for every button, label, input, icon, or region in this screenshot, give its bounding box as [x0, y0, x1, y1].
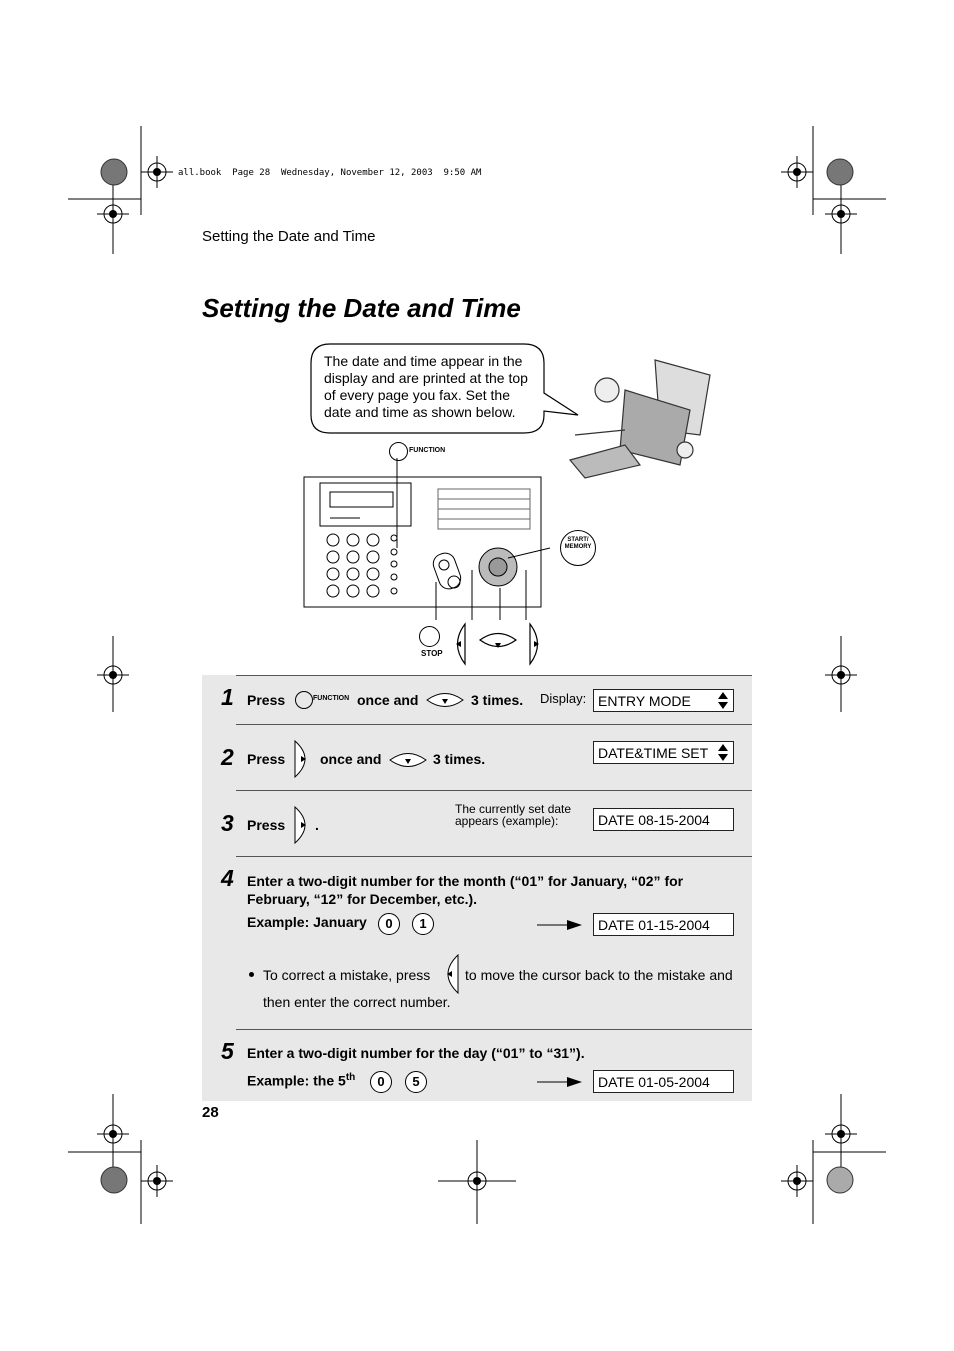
step-3-note: The currently set date appears (example):	[455, 802, 572, 828]
step-3-period: .	[315, 817, 319, 833]
key-5: 5	[405, 1071, 427, 1093]
step-2-number: 2	[221, 744, 234, 770]
function-key-label: FUNCTION	[409, 447, 446, 454]
start-label-2: MEMORY	[564, 544, 592, 550]
right-arrow-key-icon	[293, 806, 313, 844]
step-divider	[236, 856, 752, 857]
bullet-text-pre: To correct a mistake, press	[263, 967, 431, 983]
step-1-mid: once and	[357, 692, 419, 708]
key-0: 0	[370, 1071, 392, 1093]
step-5-number: 5	[221, 1038, 234, 1064]
result-arrow-icon	[537, 919, 583, 931]
step-3-number: 3	[221, 810, 234, 836]
step-divider	[236, 724, 752, 725]
step-5-example-label: Example: the 5	[247, 1072, 346, 1089]
print-info: all.book Page 28 Wednesday, November 12, 2003 9:50 AM	[178, 168, 482, 178]
stop-key-icon	[419, 626, 440, 647]
bullet-text-line2: then enter the correct number.	[263, 994, 451, 1010]
down-arrow-key-icon	[426, 689, 464, 711]
start-memory-key	[560, 530, 596, 566]
key-1: 1	[412, 913, 434, 935]
display-entry-mode	[593, 689, 734, 712]
step-divider	[236, 1029, 752, 1030]
display-text: DATE 01-05-2004	[598, 1074, 710, 1090]
panel-top-line	[236, 675, 752, 676]
step-1-number: 1	[221, 684, 234, 710]
down-arrow-key-icon	[389, 749, 427, 771]
function-button-icon	[295, 691, 313, 709]
step-1-key-label: FUNCTION	[313, 695, 350, 702]
key-0: 0	[378, 913, 400, 935]
step-5-instruction: Enter a two-digit number for the day (“01” to “31”).	[247, 1045, 585, 1061]
display-month-entered	[593, 913, 734, 936]
step-5-example	[247, 1072, 355, 1089]
step-1-times: 3 times.	[471, 692, 524, 708]
step-4-example-label: Example: January	[247, 914, 367, 930]
up-down-arrows-icon	[715, 743, 731, 763]
display-text: DATE&TIME SET	[598, 745, 709, 761]
step-5-example-sup: th	[345, 1072, 356, 1083]
page-title: Setting the Date and Time	[202, 293, 521, 323]
start-label-1: START/	[567, 537, 589, 543]
arrow-keys-icon	[448, 622, 548, 672]
callout-text: The date and time appear in the display and are printed at the top of every page you fax. Set the date and time as shown below.	[324, 353, 528, 420]
step-3-press: Press	[247, 817, 286, 833]
bullet-text-post: to move the cursor back to the mistake and	[465, 967, 733, 983]
stop-key-label: STOP	[421, 649, 443, 658]
step-4-number: 4	[221, 865, 234, 891]
step-1-press: Press	[247, 692, 286, 708]
running-head: Setting the Date and Time	[202, 228, 376, 245]
step-4-instruction: Enter a two-digit number for the month (“01” for January, “02” for February, “12” for December, etc.).	[247, 873, 684, 907]
step-2-mid: once and	[320, 751, 382, 767]
result-arrow-icon	[537, 1076, 583, 1088]
display-text: ENTRY MODE	[598, 693, 691, 709]
display-text: DATE 08-15-2004	[598, 812, 710, 828]
display-current-date	[593, 808, 734, 831]
bullet-dot	[249, 972, 254, 977]
display-text: DATE 01-15-2004	[598, 917, 710, 933]
display-day-entered	[593, 1070, 734, 1093]
step-2-times: 3 times.	[433, 751, 486, 767]
right-arrow-key-icon	[293, 740, 313, 778]
step-divider	[236, 790, 752, 791]
display-date-time-set	[593, 741, 734, 764]
up-down-arrows-icon	[715, 691, 731, 711]
step-2-press: Press	[247, 751, 286, 767]
display-label: Display:	[540, 691, 587, 706]
page-number: 28	[202, 1104, 219, 1121]
left-arrow-key-icon	[440, 954, 460, 994]
